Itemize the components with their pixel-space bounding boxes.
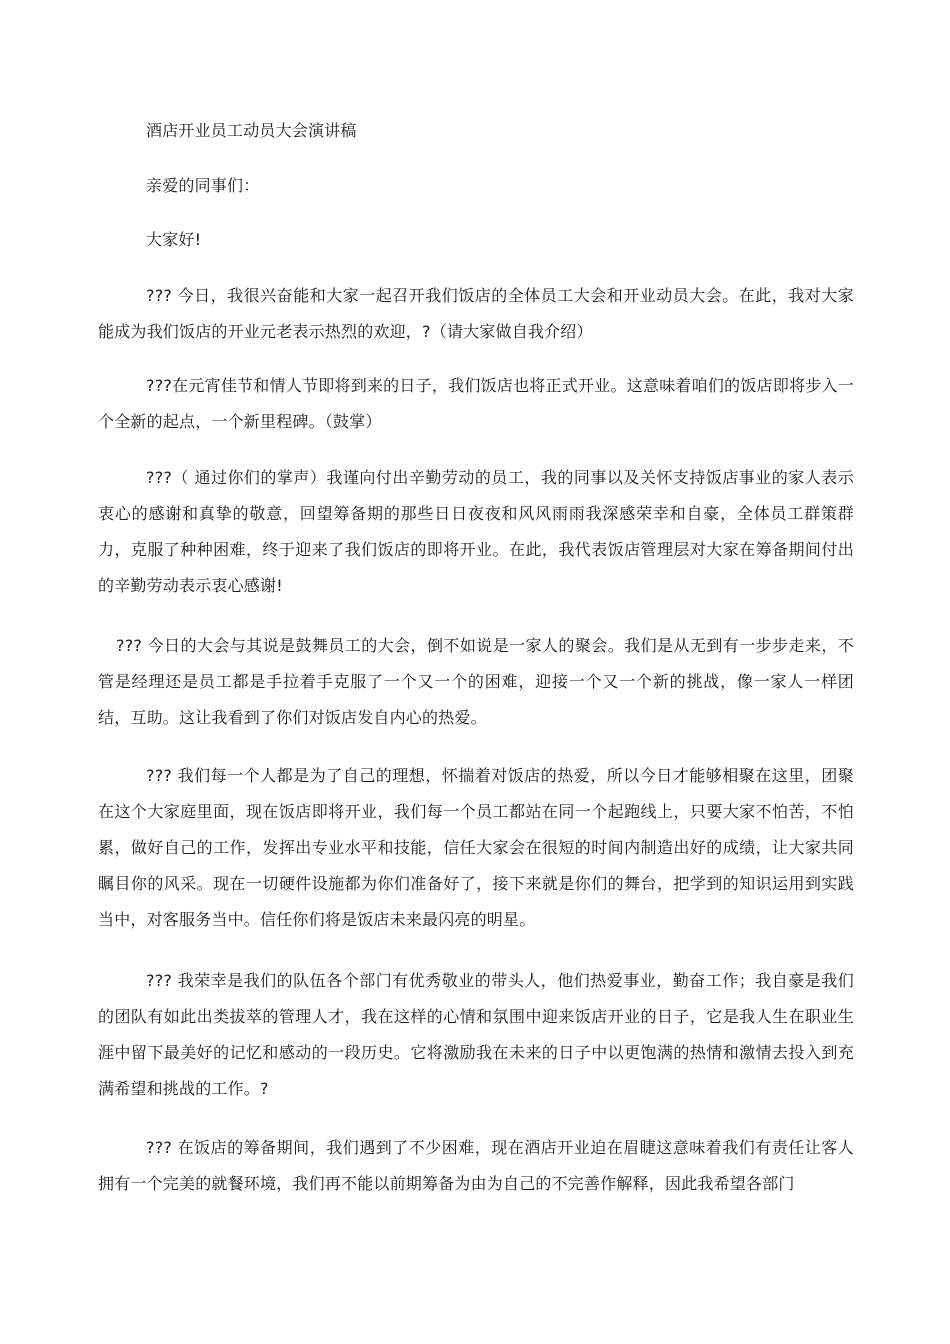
salutation: 亲爱的同事们： [146, 176, 260, 195]
paragraph-7: ??? 在饭店的筹备期间，我们遇到了不少困难，现在酒店开业迫在眉睫这意味着我们有责任让客人拥有一个完美的就餐环境，我们再不能以前期筹备为由为自己的不完善作解释，因此我希望各部门 [98, 1138, 854, 1193]
document-title: 酒店开业员工动员大会演讲稿 [146, 121, 357, 140]
paragraph-6: ??? 我荣幸是我们的队伍各个部门有优秀敬业的带头人，他们热爱事业，勤奋工作；我自豪是我们的团队有如此出类拔萃的管理人才，我在这样的心情和氛围中迎来饭店开业的日子，它是我人生在职业生涯中留下最美好的记忆和感动的一段历史。它将激励我在未来的日子中以更饱满的热情和激情去投入到充满希望和挑战的工作。? [98, 971, 854, 1098]
paragraph-4: ??? 今日的大会与其说是鼓舞员工的大会，倒不如说是一家人的聚会。我们是从无到有一步步走来，不管是经理还是员工都是手拉着手克服了一个又一个的困难，迎接一个又一个新的挑战，像一家人一样团结，互助。这让我看到了你们对饭店发自内心的热爱。 [98, 636, 854, 727]
paragraph-1: ??? 今日，我很兴奋能和大家一起召开我们饭店的全体员工大会和开业动员大会。在此，我对大家能成为我们饭店的开业元老表示热烈的欢迎，?（请大家做自我介绍） [98, 286, 854, 341]
paragraph-2: ???在元宵佳节和情人节即将到来的日子，我们饭店也将正式开业。这意味着咱们的饭店即将步入一个全新的起点，一个新里程碑。（鼓掌） [98, 376, 854, 431]
greeting: 大家好! [146, 230, 202, 249]
paragraph-3: ???（ 通过你们的掌声）我谨向付出辛勤劳动的员工，我的同事以及关怀支持饭店事业的家人表示衷心的感谢和真挚的敬意，回望筹备期的那些日日夜夜和风风雨雨我深感荣幸和自豪，全体员工群策群力，克服了种种困难，终于迎来了我们饭店的即将开业。在此，我代表饭店管理层对大家在筹备期间付出的辛勤劳动表示衷心感谢! [98, 468, 854, 595]
paragraph-5: ??? 我们每一个人都是为了自己的理想，怀揣着对饭店的热爱，所以今日才能够相聚在这里，团聚在这个大家庭里面，现在饭店即将开业，我们每一个员工都站在同一个起跑线上，只要大家不怕苦，不怕累，做好自己的工作，发挥出专业水平和技能，信任大家会在很短的时间内制造出好的成绩，让大家共同瞩目你的风采。现在一切硬件设施都为你们准备好了，接下来就是你们的舞台，把学到的知识运用到实践当中，对客服务当中。信任你们将是饭店未来最闪亮的明星。 [98, 766, 854, 929]
